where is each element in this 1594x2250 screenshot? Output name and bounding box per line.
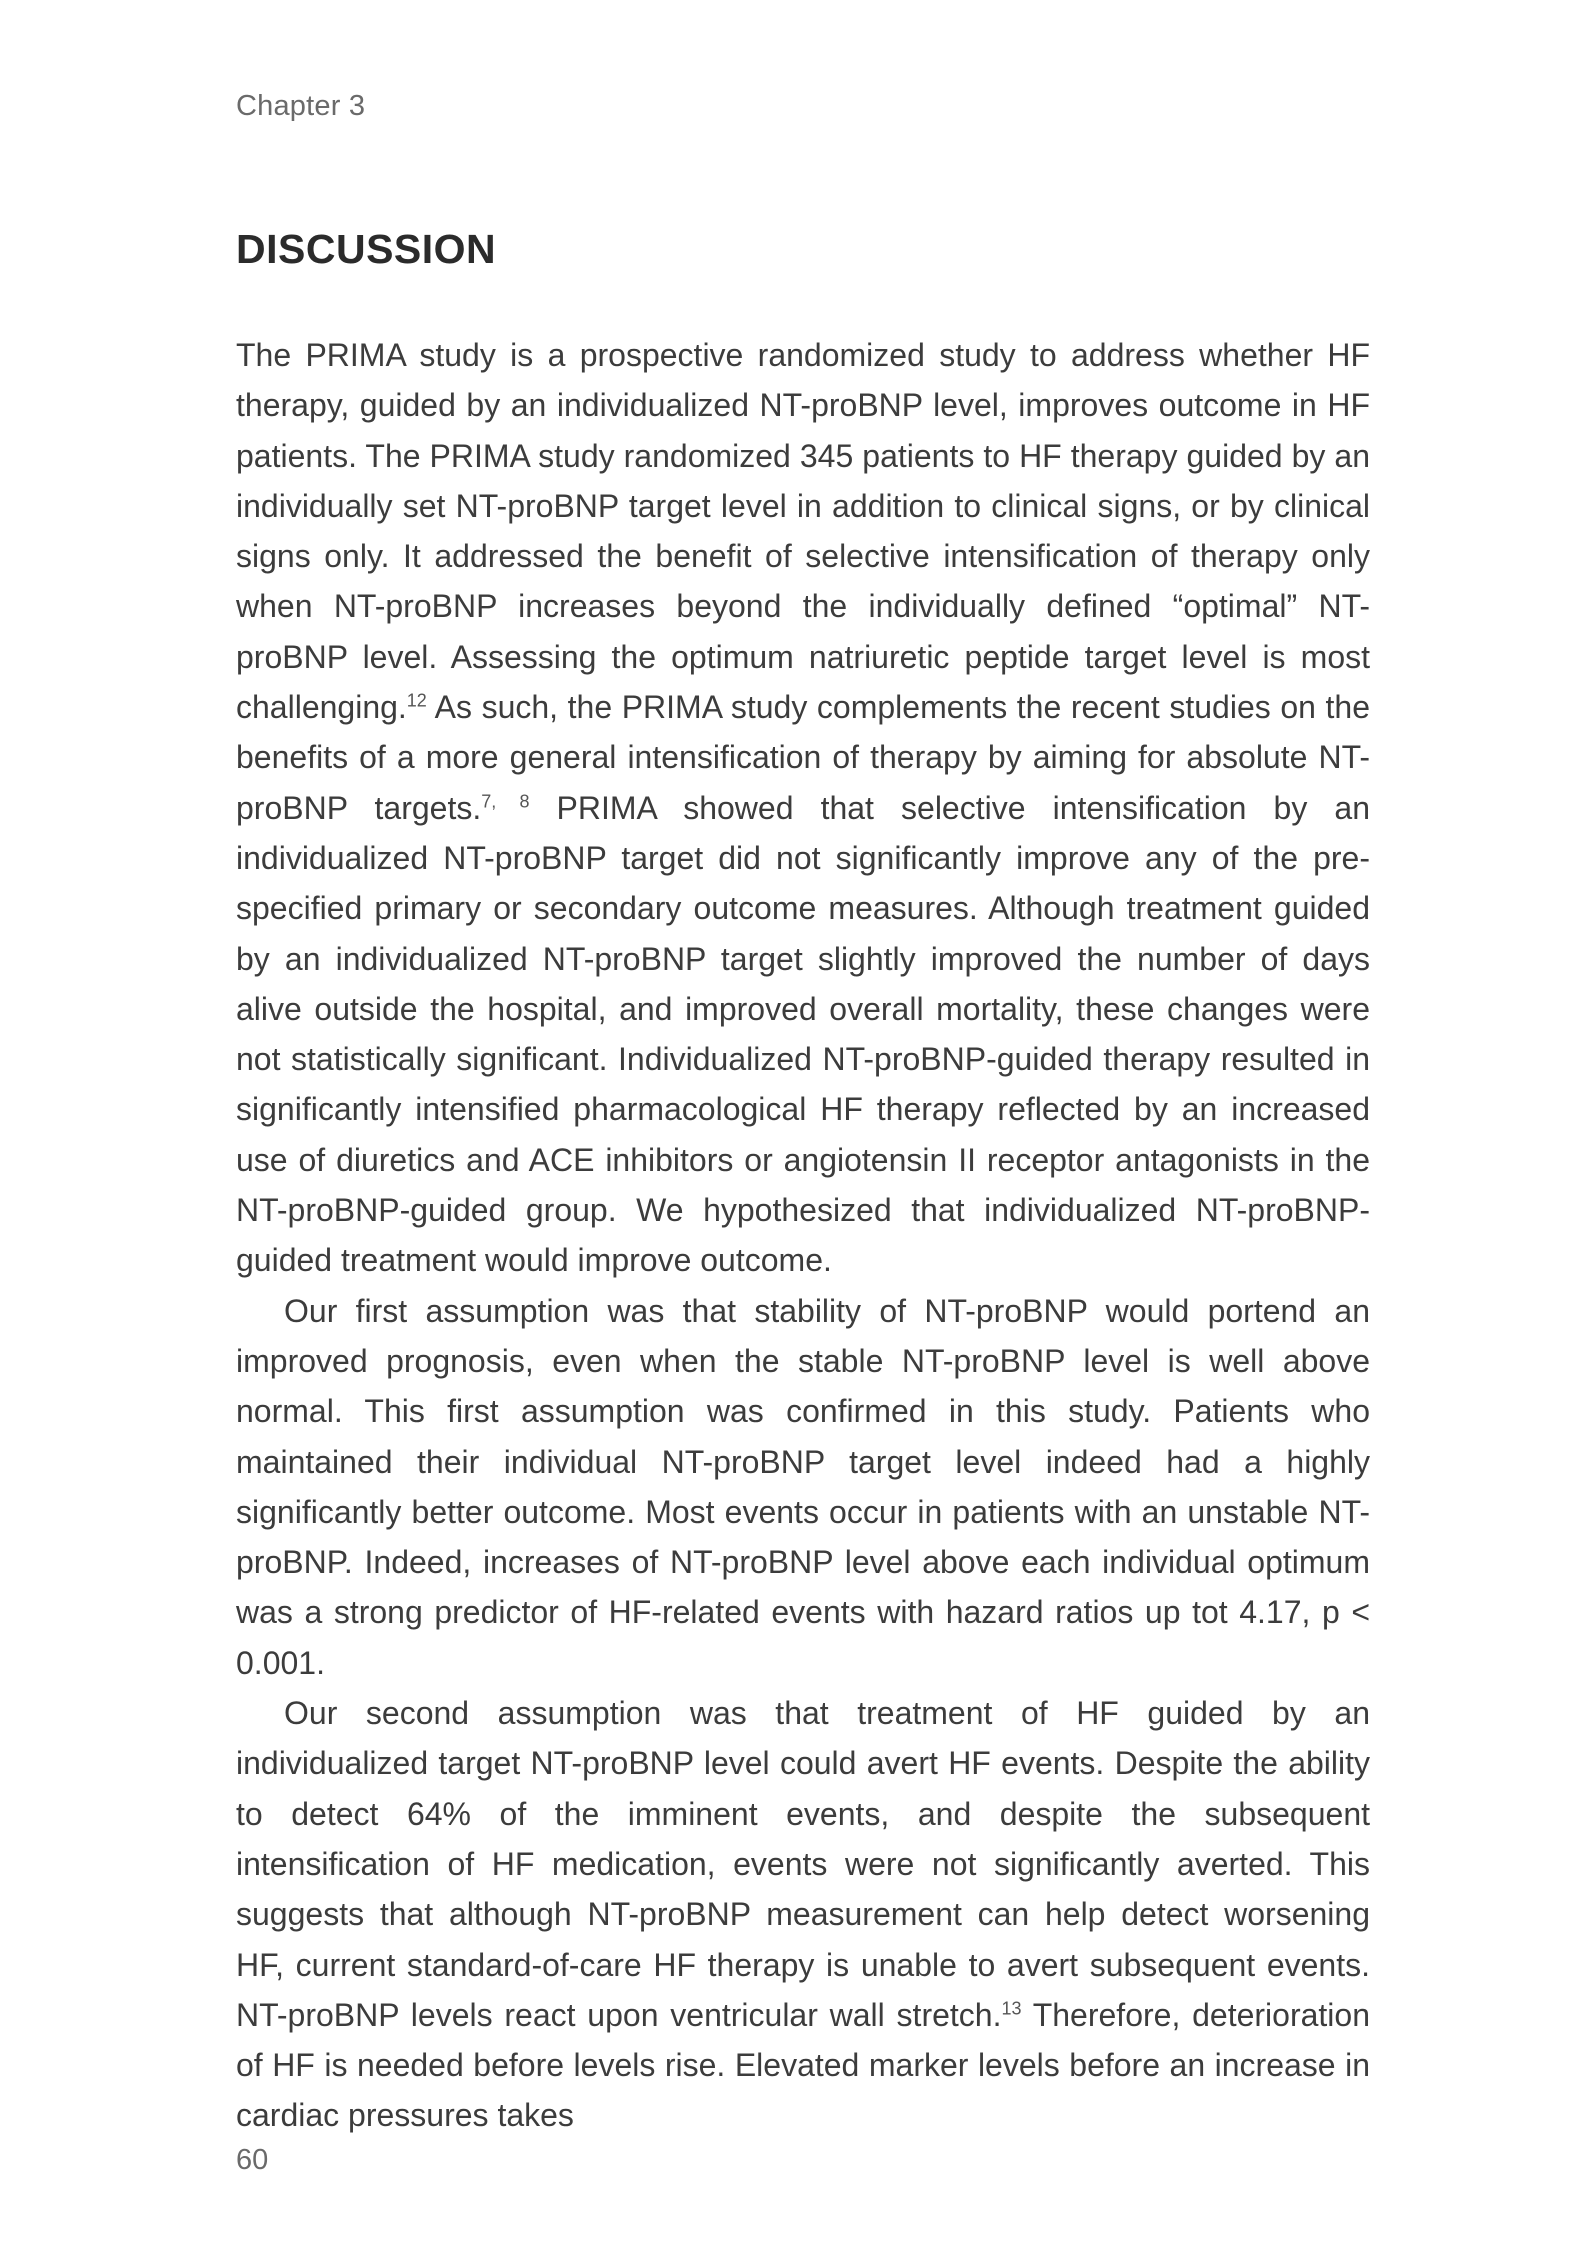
citation-ref: 13: [1001, 1998, 1022, 2019]
citation-ref: 7, 8: [481, 791, 530, 812]
paragraph-1-part-a: The PRIMA study is a prospective randomized study to address whether HF therapy, guided by an individualized NT-proBNP level, improves outcome in HF patients. The PRIMA study randomized 345 patients to HF therapy guided by an individually set NT-proBNP target level in addition to clinical signs, or by clinical signs only. It addressed the benefit of selective intensification of therapy only when NT-proBNP increases beyond the individually defined “optimal” NT-proBNP level. Assessing the optimum natriuretic peptide target level is most challenging.: [236, 337, 1370, 726]
paragraph-1-part-b: As such, the PRIMA study complements the recent studies on the benefits of a more general intensification of therapy by aiming for absolute NT-proBNP targets.: [236, 689, 1370, 826]
body-text: [236, 330, 1370, 2141]
paragraph-1: [236, 330, 1370, 1286]
page-number: 60: [236, 2144, 269, 2176]
paragraph-3: [236, 1688, 1370, 2141]
paragraph-2: Our first assumption was that stability of NT-proBNP would portend an improved prognosis, even when the stable NT-proBNP level is well above normal. This first assumption was confirmed in this study. Patients who maintained their individual NT-proBNP target level indeed had a highly significantly better outcome. Most events occur in patients with an unstable NT-proBNP. Indeed, increases of NT-proBNP level above each individual optimum was a strong predictor of HF-related events with hazard ratios up tot 4.17, p < 0.001.: [236, 1292, 1370, 1681]
paragraph-1-part-c: PRIMA showed that selective intensification by an individualized NT-proBNP target did not significantly improve any of the pre-specified primary or secondary outcome measures. Although treatment guided by an individualized NT-proBNP target slightly improved the number of days alive outside the hospital, and improved overall mortality, these changes were not statistically significant. Individualized NT-proBNP-guided therapy resulted in significantly intensified pharmacological HF therapy reflected by an increased use of diuretics and ACE inhibitors or angiotensin II receptor antagonists in the NT-proBNP-guided group. We hypothesized that individualized NT-proBNP-guided treatment would improve outcome.: [236, 789, 1371, 1279]
section-title: DISCUSSION: [236, 226, 497, 272]
citation-ref: 12: [406, 690, 427, 711]
paragraph-3-part-a: Our second assumption was that treatment of HF guided by an individualized target NT-proBNP level could avert HF events. Despite the ability to detect 64% of the imminent events, and despite the subsequent intensification of HF medication, events were not significantly averted. This suggests that although NT-proBNP measurement can help detect worsening HF, current standard-of-care HF therapy is unable to avert subsequent events. NT-proBNP levels react upon ventricular wall stretch.: [236, 1695, 1370, 2033]
running-head: Chapter 3: [236, 90, 366, 122]
paragraph-3-part-b: Therefore, deterioration of HF is needed before levels rise. Elevated marker levels before an increase in cardiac pressures takes: [236, 1996, 1371, 2134]
